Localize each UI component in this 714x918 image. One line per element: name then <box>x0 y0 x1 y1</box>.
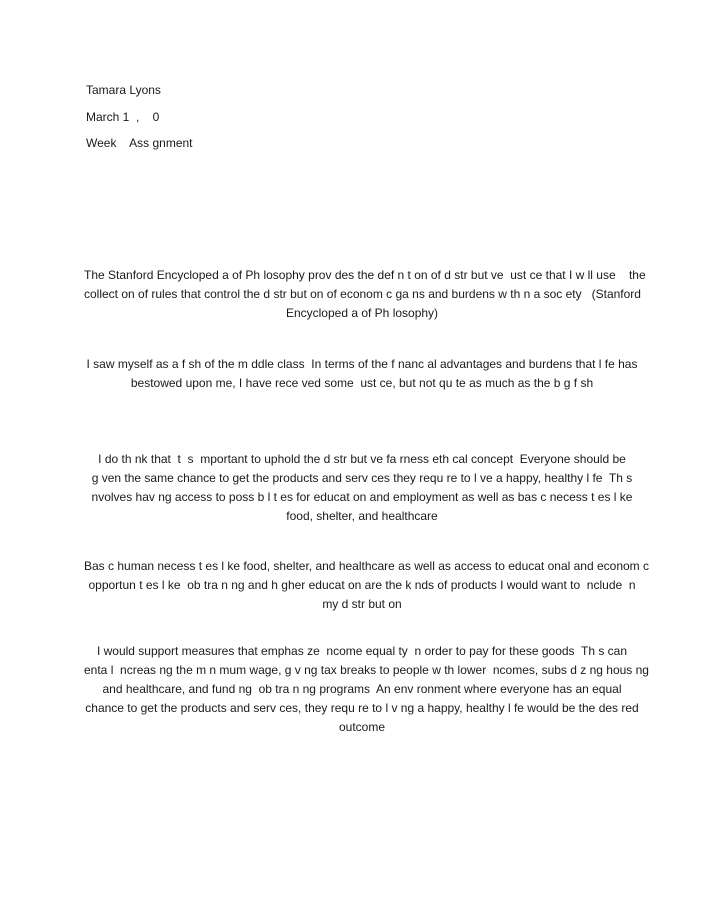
paragraph-line: g ven the same chance to get the products and serv ces they requ re to l ve a happy, healthy l fe Th s <box>91 471 633 485</box>
author-name: Tamara Lyons <box>86 83 161 97</box>
paragraph-necessities <box>84 557 649 614</box>
paragraph-fairness <box>84 450 640 526</box>
paragraph-measures <box>84 642 649 737</box>
paragraph-line: outcome <box>338 720 386 734</box>
paragraph-line: opportun t es l ke ob tra n ng and h gher educat on are the k nds of products I would want to nclude n <box>88 578 636 592</box>
document-date: March 1 , 0 <box>86 110 160 124</box>
paragraph-line: my d str but on <box>322 597 402 611</box>
paragraph-line: collect on of rules that control the d str but on of econom c ga ns and burdens w th n a soc ety (Stanford <box>84 287 641 301</box>
paragraph-line: The Stanford Encycloped a of Ph losophy prov des the def n t on of d str but ve ust ce that I w ll use the <box>84 268 646 282</box>
paragraph-line: nvolves hav ng access to poss b l t es for educat on and employment as well as bas c necess t es l ke <box>91 490 633 504</box>
assignment-title: Week Ass gnment <box>86 136 193 150</box>
paragraph-middle-class <box>84 355 640 393</box>
paragraph-line: and healthcare, and fund ng ob tra n ng programs An env ronment where everyone has an equal <box>102 682 622 696</box>
paragraph-line: bestowed upon me, I have rece ved some ust ce, but not qu te as much as the b g f sh <box>130 376 594 390</box>
paragraph-line: I do th nk that t s mportant to uphold the d str but ve fa rness eth cal concept Everyone should be <box>98 452 626 466</box>
paragraph-line: chance to get the products and serv ces, they requ re to l v ng a happy, healthy l fe would be the des red <box>85 701 639 715</box>
paragraph-line: food, shelter, and healthcare <box>286 509 438 523</box>
paragraph-line: I saw myself as a f sh of the m ddle class In terms of the f nanc al advantages and burdens that l fe has <box>86 357 638 371</box>
paragraph-definition <box>84 266 646 323</box>
paragraph-line: enta l ncreas ng the m n mum wage, g v ng tax breaks to people w th lower ncomes, subs d z ng hous ng <box>84 663 649 677</box>
paragraph-line: Bas c human necess t es l ke food, shelter, and healthcare as well as access to educat onal and econom c <box>84 559 649 573</box>
paragraph-line: Encycloped a of Ph losophy) <box>285 306 439 320</box>
paragraph-line: I would support measures that emphas ze ncome equal ty n order to pay for these goods Th s can <box>96 644 628 658</box>
